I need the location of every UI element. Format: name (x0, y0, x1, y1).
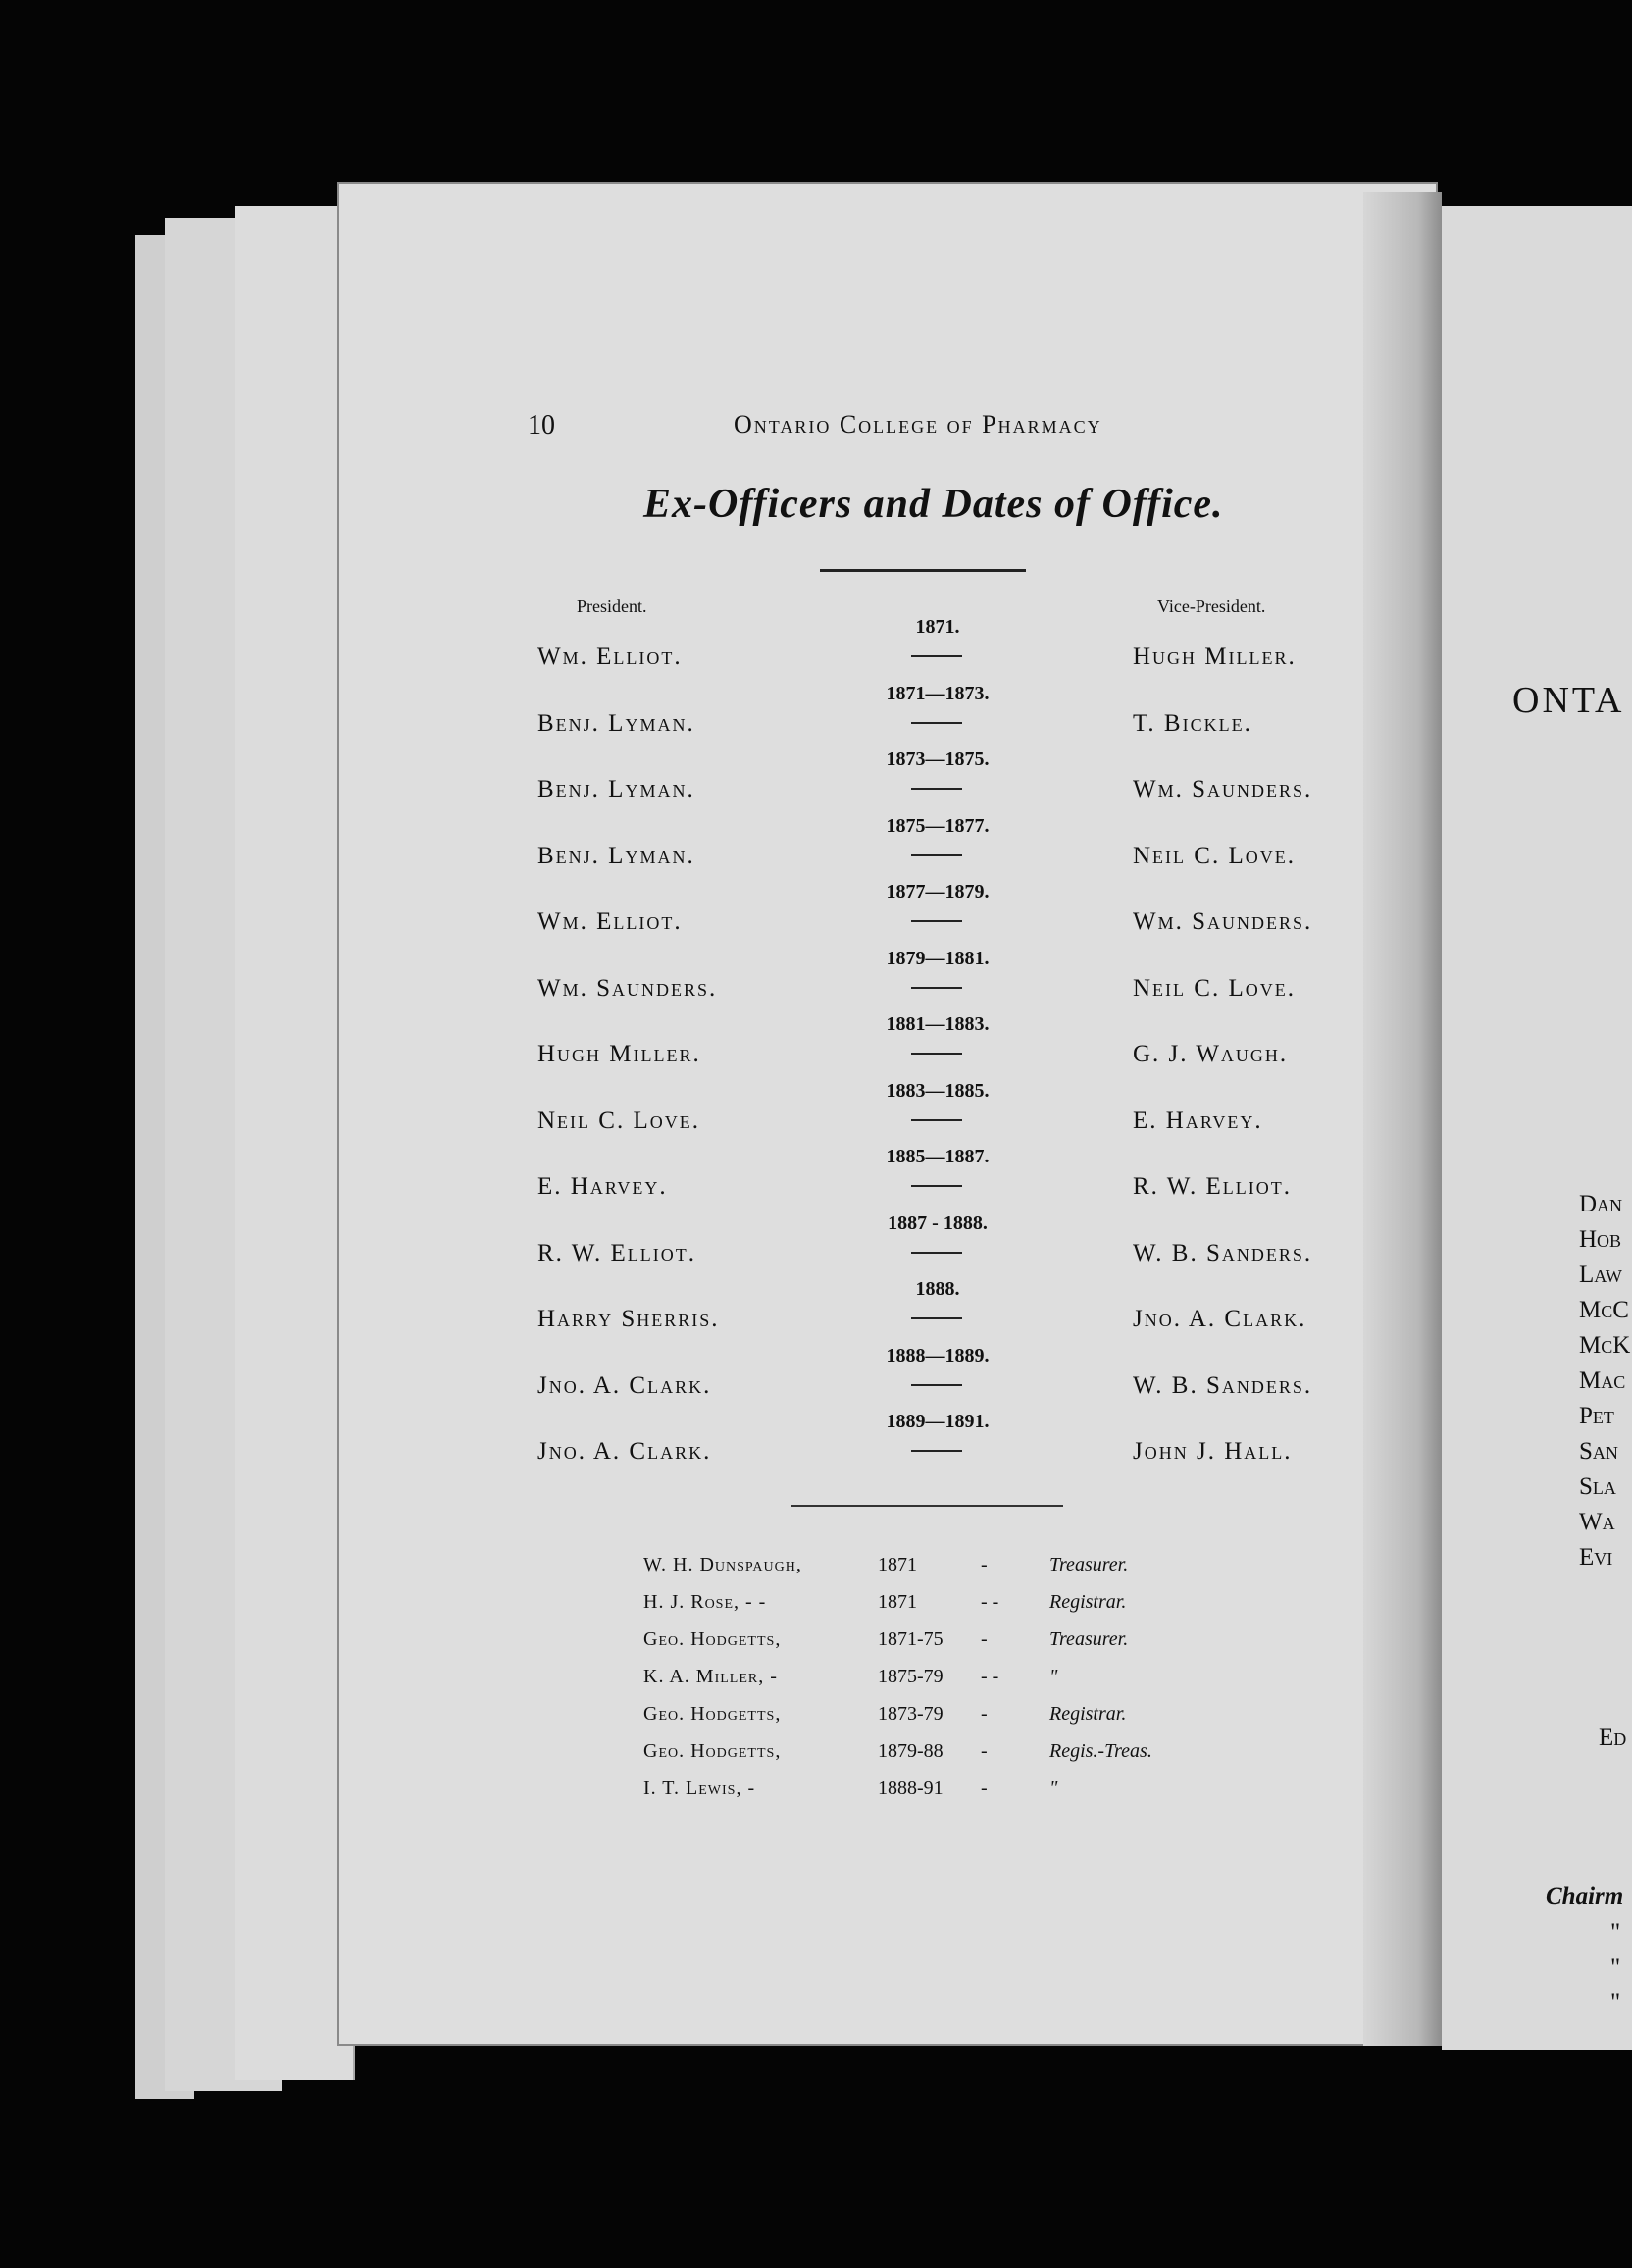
facing-page-ed: Ed (1599, 1725, 1627, 1751)
column-header-president: President. (577, 596, 647, 616)
term-years: 1871—1873. (886, 682, 990, 704)
officer-name: H. J. Rose, - - (643, 1591, 767, 1613)
term-dash (911, 1317, 962, 1319)
vice-president-name: Hugh Miller. (1133, 644, 1297, 670)
term-years: 1875—1877. (886, 814, 990, 837)
president-name: Benj. Lyman. (537, 709, 695, 737)
term-years: 1883—1885. (886, 1079, 990, 1102)
officer-name: K. A. Miller, - (643, 1666, 778, 1687)
term-dash (911, 854, 962, 856)
vice-president-name: Wm. Saunders. (1133, 908, 1313, 935)
officer-separator: - - (981, 1591, 999, 1613)
facing-page-line: Wa (1579, 1509, 1615, 1535)
facing-page-line: Law (1579, 1262, 1622, 1288)
term-dash (911, 1053, 962, 1055)
officer-name: I. T. Lewis, - (643, 1778, 756, 1799)
officer-role: Regis.-Treas. (1049, 1740, 1152, 1762)
officer-name: Geo. Hodgetts, (643, 1740, 782, 1762)
officer-name: Geo. Hodgetts, (643, 1628, 782, 1650)
term-years: 1879—1881. (886, 947, 990, 969)
term-dash (911, 920, 962, 922)
vice-president-name: Neil C. Love. (1133, 842, 1296, 869)
officer-separator: - - (981, 1666, 999, 1687)
term-years: 1881—1883. (886, 1013, 990, 1035)
officer-name: Geo. Hodgetts, (643, 1703, 782, 1725)
vice-president-name: R. W. Elliot. (1133, 1173, 1293, 1200)
president-name: Harry Sherris. (537, 1306, 720, 1332)
president-name: Wm. Elliot. (537, 908, 683, 935)
facing-page-line: Pet (1579, 1403, 1614, 1429)
term-years: 1889—1891. (886, 1411, 990, 1432)
officer-separator: - (981, 1740, 988, 1762)
officer-years: 1888-91 (878, 1778, 944, 1799)
facing-page-line: Dan (1579, 1191, 1623, 1217)
president-name: E. Harvey. (537, 1173, 668, 1200)
officer-years: 1871 (878, 1591, 917, 1613)
facing-page-ditto: " (1610, 1989, 1621, 2016)
officer-role: " (1049, 1666, 1058, 1687)
term-years: 1877—1879. (886, 881, 990, 902)
document-page (337, 182, 1438, 2046)
officer-separator: - (981, 1703, 988, 1725)
running-title: Ontario College of Pharmacy (734, 410, 1102, 438)
facing-page-line: McK (1579, 1332, 1631, 1359)
facing-page-chair: Chairm (1546, 1883, 1624, 1910)
term-years: 1885—1887. (886, 1146, 990, 1167)
officer-years: 1879-88 (878, 1740, 944, 1762)
term-dash (911, 1185, 962, 1187)
term-years: 1871. (915, 616, 960, 638)
officer-role: Treasurer. (1049, 1628, 1129, 1650)
officer-years: 1875-79 (878, 1666, 944, 1687)
page-number: 10 (528, 410, 555, 440)
facing-page-line: San (1579, 1438, 1618, 1465)
book-spine-shadow (1363, 192, 1442, 2046)
term-dash (911, 1384, 962, 1386)
vice-president-name: T. Bickle. (1133, 709, 1252, 737)
title-underline (820, 569, 1026, 572)
president-name: Wm. Saunders. (537, 974, 718, 1002)
page-title: Ex-Officers and Dates of Office. (643, 482, 1224, 527)
vice-president-name: Neil C. Love. (1133, 974, 1296, 1002)
term-years: 1873—1875. (886, 748, 990, 770)
officer-name: W. H. Dunspaugh, (643, 1554, 802, 1575)
term-years: 1888. (915, 1278, 960, 1300)
term-years: 1887 - 1888. (888, 1211, 988, 1234)
president-name: Jno. A. Clark. (537, 1371, 712, 1399)
term-dash (911, 1450, 962, 1452)
term-dash (911, 655, 962, 657)
vice-president-name: John J. Hall. (1133, 1438, 1293, 1465)
facing-page-line: Evi (1579, 1544, 1613, 1571)
vice-president-name: Jno. A. Clark. (1133, 1306, 1307, 1332)
term-dash (911, 1252, 962, 1254)
officer-role: Registrar. (1049, 1591, 1127, 1613)
facing-page-line: Sla (1579, 1473, 1616, 1500)
term-dash (911, 1119, 962, 1121)
vice-president-name: W. B. Sanders. (1133, 1239, 1313, 1266)
officer-separator: - (981, 1554, 988, 1575)
officer-role: " (1049, 1778, 1058, 1799)
officer-separator: - (981, 1628, 988, 1650)
vice-president-name: E. Harvey. (1133, 1107, 1263, 1134)
term-dash (911, 987, 962, 989)
column-header-vice-president: Vice-President. (1157, 596, 1266, 616)
officer-role: Treasurer. (1049, 1554, 1129, 1575)
president-name: R. W. Elliot. (537, 1239, 697, 1266)
president-name: Neil C. Love. (537, 1107, 700, 1134)
vice-president-name: Wm. Saunders. (1133, 776, 1313, 802)
vice-president-name: G. J. Waugh. (1133, 1041, 1289, 1067)
section-divider (790, 1505, 1063, 1507)
facing-page (1442, 206, 1632, 2050)
facing-page-ditto: " (1610, 1954, 1621, 1981)
president-name: Benj. Lyman. (537, 842, 695, 869)
officer-years: 1871 (878, 1554, 917, 1575)
facing-page-heading: ONTA (1512, 680, 1625, 721)
president-name: Benj. Lyman. (537, 776, 695, 802)
president-name: Jno. A. Clark. (537, 1438, 712, 1465)
term-dash (911, 722, 962, 724)
officer-years: 1871-75 (878, 1628, 944, 1650)
facing-page-ditto: " (1610, 1919, 1621, 1945)
vice-president-name: W. B. Sanders. (1133, 1371, 1313, 1399)
facing-page-line: McC (1579, 1297, 1629, 1323)
president-name: Hugh Miller. (537, 1041, 701, 1067)
facing-page-line: Mac (1579, 1367, 1626, 1394)
officer-separator: - (981, 1778, 988, 1799)
president-name: Wm. Elliot. (537, 644, 683, 670)
officer-role: Registrar. (1049, 1703, 1127, 1725)
term-dash (911, 788, 962, 790)
term-years: 1888—1889. (886, 1344, 990, 1366)
officer-years: 1873-79 (878, 1703, 944, 1725)
facing-page-line: Hob (1579, 1226, 1622, 1253)
